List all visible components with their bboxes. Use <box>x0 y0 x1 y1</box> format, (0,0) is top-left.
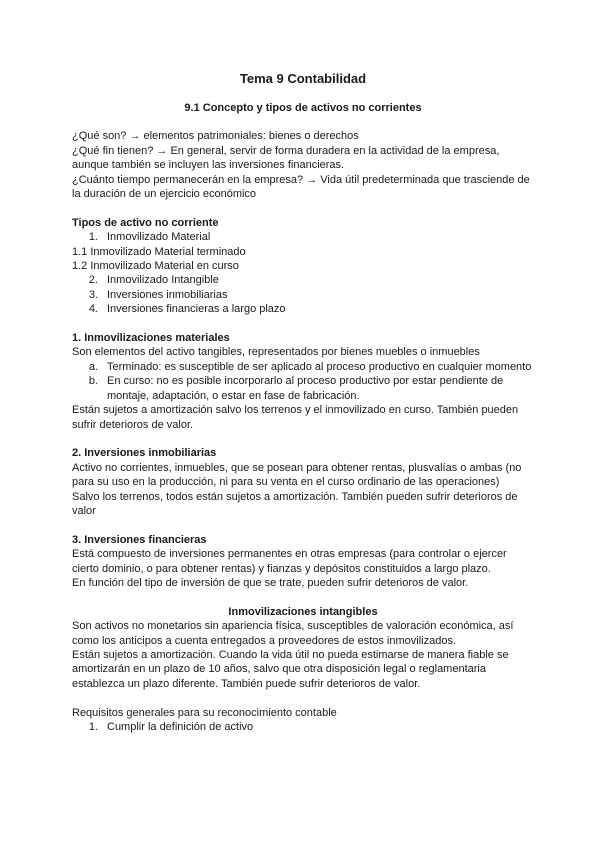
section-heading: 2. Inversiones inmobiliarias <box>72 447 217 460</box>
list-number: 2. <box>88 274 98 287</box>
intro-line: ¿Cuánto tiempo permanecerán en la empresa? → Vida útil predeterminada que trasciende de la duración de un ejercicio económico <box>72 173 530 201</box>
list-item <box>72 302 534 316</box>
section-text: Están sujetos a amortización salvo los terrenos y el inmovilizado en curso. También pueden sufrir deterioros de valor. <box>72 404 519 431</box>
list-number: 4. <box>88 303 98 316</box>
list-text: Inversiones financieras a largo plazo <box>107 303 286 316</box>
tipos-list <box>72 230 534 244</box>
section-text: Son activos no monetarios sin apariencia física, susceptibles de valoración económica, así como los anticipos a cuenta entregados a proveedores de estos inmovilizados. <box>72 620 514 647</box>
section-text: Salvo los terrenos, todos están sujetos a amortización. También pueden sufrir deterioros de valor <box>72 490 518 517</box>
list-text: Inmovilizado Intangible <box>107 274 219 287</box>
list-text: En curso: no es posible incorporarlo al proceso productivo por estar pendiente de montaje, adaptación, o estar en fase de fabricación. <box>107 375 504 402</box>
intro-line: ¿Qué son? → elementos patrimoniales: bienes o derechos <box>72 130 359 143</box>
list-item <box>72 374 534 403</box>
list-number: 1. <box>88 231 98 244</box>
section-text: Son elementos del activo tangibles, representados por bienes muebles o inmuebles <box>72 346 480 359</box>
section-text: En función del tipo de inversión de que se trate, pueden sufrir deterioros de valor. <box>72 576 469 589</box>
section-text: Está compuesto de inversiones permanentes en otras empresas (para controlar o ejercer cierto dominio, o para obtener rentas) y fianzas y depósitos constituidos a largo plazo. <box>72 548 507 575</box>
sub-item: 1.2 Inmovilizado Material en curso <box>72 260 239 273</box>
section-heading: 3. Inversiones financieras <box>72 533 207 546</box>
tipos-list-continued <box>72 273 534 316</box>
list-text: Inversiones inmobiliarias <box>107 288 228 301</box>
requisitos-list <box>72 720 534 734</box>
section-heading: 1. Inmovilizaciones materiales <box>72 332 230 345</box>
section-text: Están sujetos a amortización. Cuando la vida útil no pueda estimarse de manera fiable se amortizarán en un plazo de 10 años, salvo que otra disposición legal o reglamentaria establezca un plazo diferente. También puede sufrir deterioros de valor. <box>72 648 509 690</box>
list-number: 3. <box>88 288 98 301</box>
list-item <box>72 230 534 244</box>
list-item <box>72 273 534 287</box>
intangibles-heading: Inmovilizaciones intangibles <box>228 605 378 618</box>
sub-item: 1.1 Inmovilizado Material terminado <box>72 245 246 258</box>
list-text: Terminado: es susceptible de ser aplicado al proceso productivo en cualquier momento <box>107 360 532 373</box>
section-text: Activo no corrientes, inmuebles, que se posean para obtener rentas, plusvalías o ambas (no para su uso en la producción, ni para su venta en el curso ordinario de las operaciones) <box>72 461 522 489</box>
list-text: Inmovilizado Material <box>107 231 211 244</box>
list-item <box>72 720 534 734</box>
alpha-list <box>72 360 534 403</box>
list-number: 1. <box>88 720 98 733</box>
section-subtitle: 9.1 Concepto y tipos de activos no corrientes <box>184 102 422 114</box>
list-letter: a. <box>88 360 98 373</box>
tipos-heading: Tipos de activo no corriente <box>72 216 219 229</box>
intro-line: ¿Qué fin tienen? → En general, servir de forma duradera en la actividad de la empresa, aunque también se incluyen las inversiones financieras. <box>72 144 500 172</box>
requisitos-text: Requisitos generales para su reconocimiento contable <box>72 706 337 719</box>
list-item <box>72 288 534 302</box>
document-title: Tema 9 Contabilidad <box>239 71 367 86</box>
list-item <box>72 360 534 374</box>
document-body <box>72 71 534 734</box>
list-text: Cumplir la definición de activo <box>107 720 254 733</box>
list-letter: b. <box>88 375 98 388</box>
